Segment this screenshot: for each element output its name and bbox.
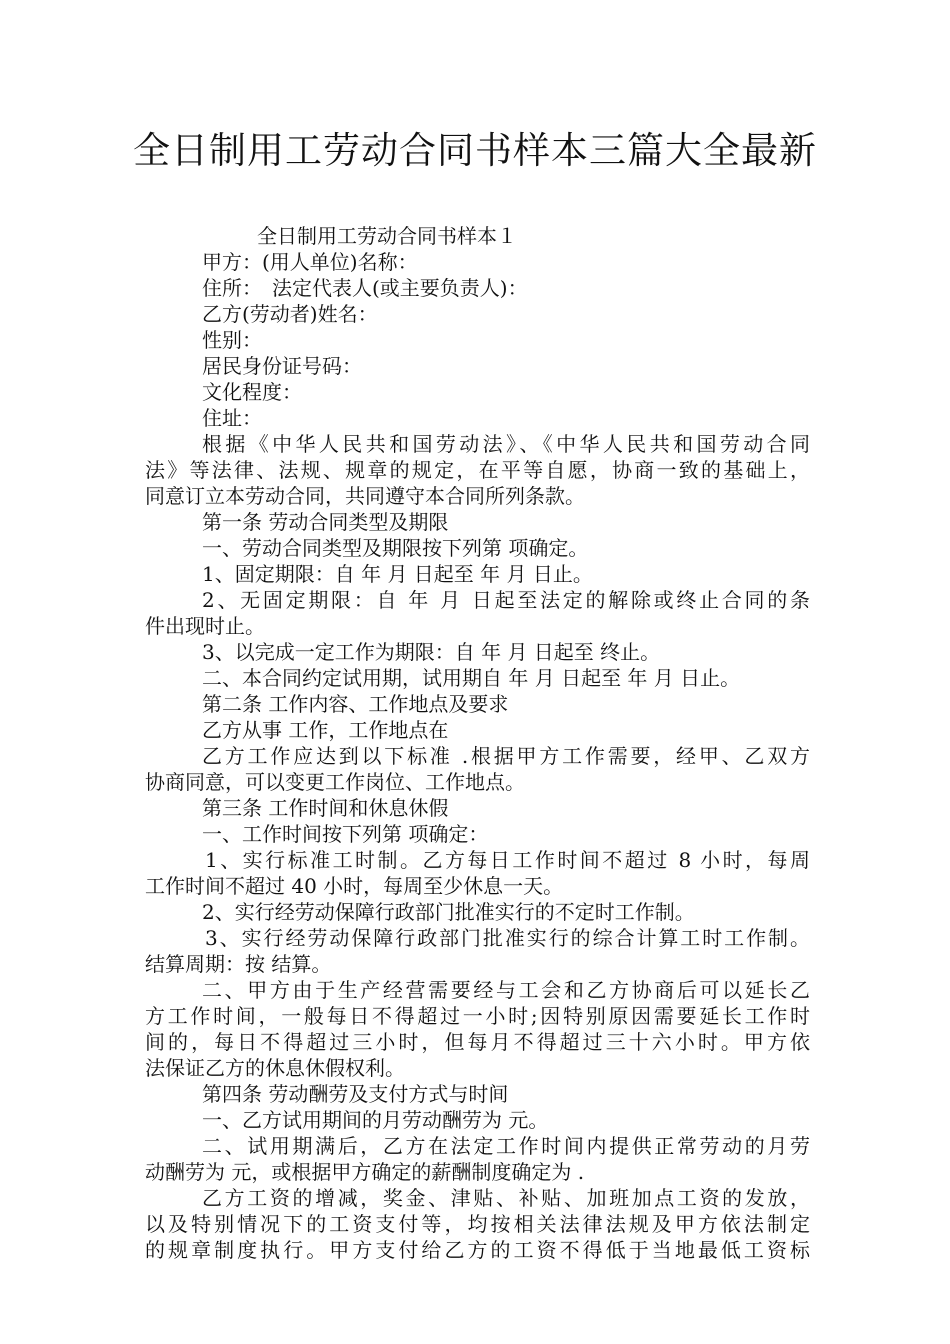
education-line: 文化程度：	[202, 380, 302, 404]
paragraph-line: 乙方工资的增减，奖金、津贴、补贴、加班加点工资的发放，	[202, 1186, 810, 1210]
paragraph-line: 同意订立本劳动合同，共同遵守本合同所列条款。	[145, 484, 585, 508]
paragraph-line: 乙方从事 工作，工作地点在	[202, 718, 449, 742]
paragraph-line: 方工作时间，一般每日不得超过一小时;因特别原因需要延长工作时	[145, 1004, 810, 1028]
paragraph-line: 动酬劳为 元，或根据甲方确定的薪酬制度确定为 .	[145, 1160, 585, 1184]
article-heading: 第三条 工作时间和休息休假	[202, 796, 449, 820]
gender-line: 性别：	[202, 328, 262, 352]
article-heading: 第二条 工作内容、工作地点及要求	[202, 692, 509, 716]
paragraph-line: 一、工作时间按下列第 项确定：	[202, 822, 489, 846]
paragraph-line: 3、实行经劳动保障行政部门批准实行的综合计算工时工作制。	[205, 926, 810, 950]
article-heading: 第四条 劳动酬劳及支付方式与时间	[202, 1082, 509, 1106]
document-body	[145, 223, 810, 1263]
paragraph-line: 二、本合同约定试用期，试用期自 年 月 日起至 年 月 日止。	[202, 666, 741, 690]
paragraph-line: 工作时间不超过 40 小时，每周至少休息一天。	[145, 874, 564, 898]
paragraph-line: 2、实行经劳动保障行政部门批准实行的不定时工作制。	[202, 900, 695, 924]
paragraph-line: 法保证乙方的休息休假权利。	[145, 1056, 405, 1080]
paragraph-line: 协商同意，可以变更工作岗位、工作地点。	[145, 770, 525, 794]
paragraph-line: 的规章制度执行。甲方支付给乙方的工资不得低于当地最低工资标	[145, 1238, 810, 1262]
paragraph-line: 二、甲方由于生产经营需要经与工会和乙方协商后可以延长乙	[202, 978, 810, 1002]
paragraph-line: 以及特别情况下的工资支付等，均按相关法律法规及甲方依法制定	[145, 1212, 810, 1236]
paragraph-line: 法》等法律、法规、规章的规定，在平等自愿，协商一致的基础上，	[145, 458, 810, 482]
paragraph-line: 一、劳动合同类型及期限按下列第 项确定。	[202, 536, 589, 560]
paragraph-line: 1、固定期限：自 年 月 日起至 年 月 日止。	[202, 562, 593, 586]
paragraph-line: 乙方工作应达到以下标准 .根据甲方工作需要，经甲、乙双方	[202, 744, 810, 768]
section-subtitle: 全日制用工劳动合同书样本１	[257, 224, 517, 248]
address-line: 住址：	[202, 406, 262, 430]
paragraph-line: 1、实行标准工时制。乙方每日工作时间不超过 8 小时，每周	[205, 848, 810, 872]
paragraph-line: 3、以完成一定工作为期限：自 年 月 日起至 终止。	[202, 640, 661, 664]
paragraph-line: 二、试用期满后，乙方在法定工作时间内提供正常劳动的月劳	[202, 1134, 810, 1158]
paragraph-line: 根据《中华人民共和国劳动法》、《中华人民共和国劳动合同	[202, 432, 810, 456]
id-number-line: 居民身份证号码：	[202, 354, 362, 378]
paragraph-line: 一、乙方试用期间的月劳动酬劳为 元。	[202, 1108, 549, 1132]
article-heading: 第一条 劳动合同类型及期限	[202, 510, 449, 534]
paragraph-line: 结算周期：按 结算。	[145, 952, 332, 976]
paragraph-line: 2、无固定期限：自 年 月 日起至法定的解除或终止合同的条	[202, 588, 810, 612]
party-b-name-line: 乙方(劳动者)姓名：	[202, 302, 378, 326]
paragraph-line: 件出现时止。	[145, 614, 265, 638]
paragraph-line: 间的，每日不得超过三小时，但每月不得超过三十六小时。甲方依	[145, 1030, 810, 1054]
party-a-name-line: 甲方：(用人单位)名称：	[202, 250, 418, 274]
party-a-address-line: 住所： 法定代表人(或主要负责人)：	[202, 276, 528, 300]
document-title: 全日制用工劳动合同书样本三篇大全最新	[133, 129, 817, 172]
